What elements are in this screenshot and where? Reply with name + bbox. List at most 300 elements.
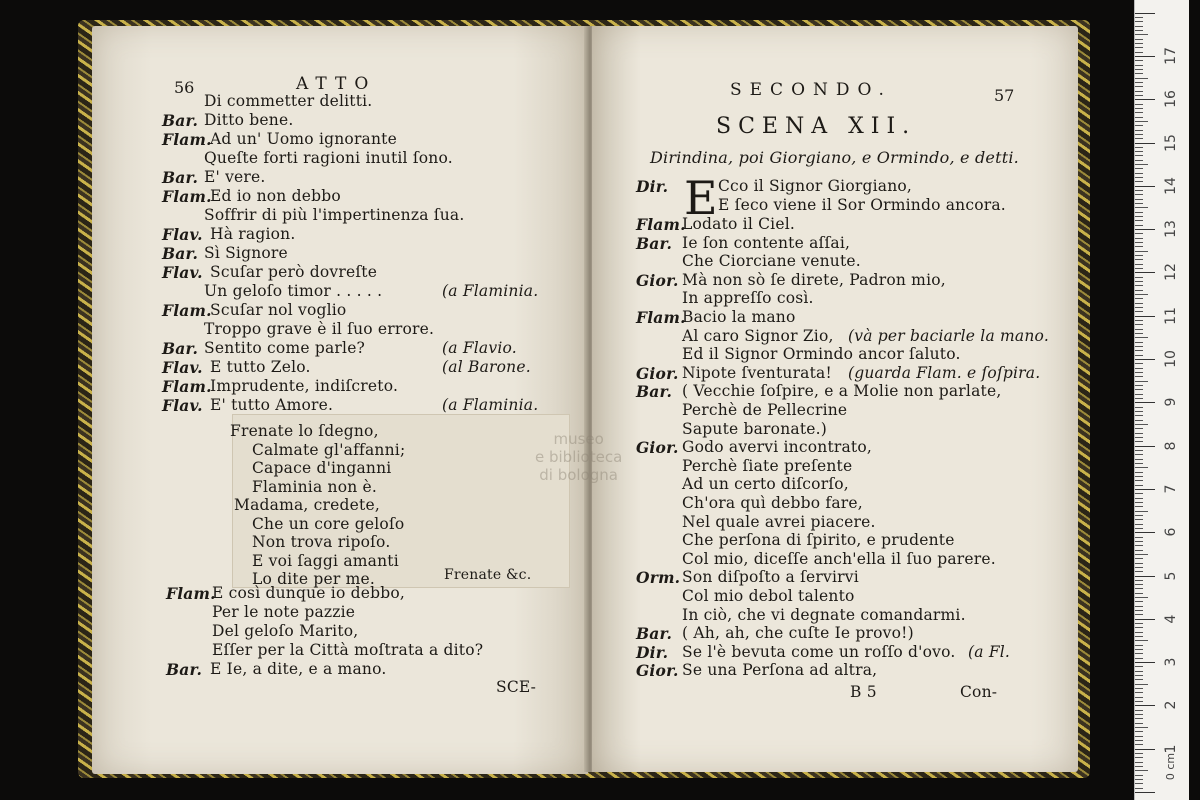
drop-capital: E <box>684 171 718 225</box>
speaker: Gior. <box>636 270 679 290</box>
ruler-tick <box>1135 519 1143 520</box>
ruler-tick <box>1135 394 1143 395</box>
ruler-tick <box>1135 363 1143 364</box>
ruler-tick <box>1135 554 1148 555</box>
ruler-tick <box>1135 285 1143 286</box>
stage-direction: (guarda Flam. e ſoſpira. <box>848 363 1041 382</box>
measuring-ruler <box>1134 0 1189 800</box>
stage-direction: (a Flavio. <box>442 339 517 357</box>
scene-title: SCENA XII. <box>716 114 917 139</box>
ruler-tick <box>1135 593 1143 594</box>
ruler-tick <box>1135 779 1143 780</box>
aria-repeat-tag: Frenate &c. <box>444 567 532 583</box>
ruler-number: 12 <box>1163 263 1179 282</box>
ruler-tick <box>1135 614 1143 615</box>
ruler-tick <box>1135 138 1143 139</box>
line: Troppo grave è il ſuo errore. <box>204 320 435 338</box>
ruler-tick <box>1135 619 1155 620</box>
line: Sapute baronate.) <box>682 419 827 438</box>
ruler-tick <box>1135 459 1143 460</box>
ruler-number: 9 <box>1163 397 1179 407</box>
ruler-tick <box>1135 731 1143 732</box>
aria-line: Frenate lo ſdegno, <box>230 422 379 440</box>
line: Ed il Signor Ormindo ancor ſaluto. <box>682 345 961 364</box>
line: Mà non sò ſe direte, Padron mio, <box>682 270 946 289</box>
ruler-tick <box>1135 653 1143 654</box>
ruler-tick <box>1135 298 1143 299</box>
ruler-tick <box>1135 757 1143 758</box>
ruler-tick <box>1135 506 1143 507</box>
ruler-tick <box>1135 402 1155 403</box>
line: E' tutto Amore. <box>210 396 334 414</box>
ruler-tick <box>1135 550 1143 551</box>
ruler-number: 13 <box>1163 220 1179 239</box>
ruler-tick <box>1135 515 1143 516</box>
ruler-tick <box>1135 597 1148 598</box>
line: Ed io non debbo <box>210 187 341 205</box>
ruler-tick <box>1135 264 1143 265</box>
ruler-tick <box>1135 164 1148 165</box>
speaker: Flam. <box>636 215 686 234</box>
running-header: ATTO <box>296 74 377 94</box>
ruler-tick <box>1135 489 1155 490</box>
line: ( Ah, ah, che cuſte Ie provo!) <box>682 624 914 643</box>
catchword: SCE- <box>496 678 537 696</box>
ruler-number: 8 <box>1163 441 1179 451</box>
ruler-tick <box>1135 168 1143 169</box>
ruler-tick <box>1135 775 1143 776</box>
ruler-tick <box>1135 281 1143 282</box>
ruler-tick <box>1135 125 1143 126</box>
ruler-tick <box>1135 117 1143 118</box>
speaker: Bar. <box>162 339 199 358</box>
ruler-tick <box>1135 528 1143 529</box>
ruler-tick <box>1135 588 1143 589</box>
ruler-tick <box>1135 246 1143 247</box>
speaker: Bar. <box>162 111 199 130</box>
speaker: Bar. <box>636 624 673 644</box>
line: E Ie, a dite, e a mano. <box>210 660 387 678</box>
ruler-tick <box>1135 372 1143 373</box>
line: Per le note pazzie <box>212 603 356 621</box>
ruler-tick <box>1135 121 1148 122</box>
ruler-tick <box>1135 316 1155 317</box>
speaker: Bar. <box>636 233 673 253</box>
ruler-tick <box>1135 467 1148 468</box>
ruler-tick <box>1135 82 1143 83</box>
ruler-tick <box>1135 294 1148 295</box>
aria-line: Calmate gl'affanni; <box>252 440 406 459</box>
line: E ſeco viene il Sor Ormindo ancora. <box>718 196 1006 214</box>
ruler-number: 4 <box>1163 614 1179 624</box>
ruler-tick <box>1135 186 1155 187</box>
speaker: Flam. <box>162 301 212 320</box>
ruler-tick <box>1135 450 1143 451</box>
ruler-tick <box>1135 259 1143 260</box>
ruler-tick <box>1135 636 1143 637</box>
speaker: Flav. <box>162 263 203 282</box>
aria-line: Flaminia non è. <box>252 477 378 496</box>
ruler-tick <box>1135 290 1143 291</box>
ruler-tick <box>1135 437 1143 438</box>
ruler-tick <box>1135 580 1143 581</box>
ruler-tick <box>1135 576 1155 577</box>
stage-direction: Dirindina, poi Giorgiano, e Ormindo, e detti. <box>650 148 1019 167</box>
speaker: Flam. <box>162 187 212 206</box>
ruler-tick <box>1135 207 1148 208</box>
ruler-tick <box>1135 649 1143 650</box>
ruler-tick <box>1135 502 1143 503</box>
ruler-tick <box>1135 424 1148 425</box>
ruler-tick <box>1135 320 1143 321</box>
line: In appreſſo così. <box>682 289 814 308</box>
ruler-tick <box>1135 701 1143 702</box>
ruler-tick <box>1135 52 1143 53</box>
ruler-unit: 0 cm <box>1164 752 1178 781</box>
line: Ad un' Uomo ignorante <box>210 130 397 148</box>
speaker: Flam. <box>636 308 686 327</box>
signature-mark: B 5 <box>850 683 877 701</box>
ruler-tick <box>1135 710 1143 711</box>
ruler-tick <box>1135 601 1143 602</box>
ruler-tick <box>1135 766 1143 767</box>
ruler-tick <box>1135 493 1143 494</box>
ruler-tick <box>1135 740 1143 741</box>
ruler-tick <box>1135 558 1143 559</box>
ruler-tick <box>1135 199 1143 200</box>
speaker: Flav. <box>162 358 203 377</box>
line: Che perſona di ſpirito, e prudente <box>682 531 955 550</box>
line: Col mio debol talento <box>682 587 855 605</box>
watermark-line: museo <box>553 430 604 448</box>
line: Ch'ora quì debbo fare, <box>682 494 863 512</box>
ruler-tick <box>1135 342 1143 343</box>
ruler-tick <box>1135 446 1155 447</box>
ruler-tick <box>1135 350 1143 351</box>
ruler-tick <box>1135 359 1155 360</box>
ruler-tick <box>1135 268 1143 269</box>
ruler-tick <box>1135 389 1143 390</box>
ruler-tick <box>1135 541 1143 542</box>
ruler-tick <box>1135 545 1143 546</box>
line: Ad un certo diſcorſo, <box>682 475 849 494</box>
ruler-tick <box>1135 627 1143 628</box>
ruler-tick <box>1135 78 1148 79</box>
ruler-tick <box>1135 792 1155 793</box>
line: Son diſpoſto a ſervirvi <box>682 568 859 587</box>
line: Godo avervi incontrato, <box>682 438 873 457</box>
ruler-tick <box>1135 108 1143 109</box>
ruler-tick <box>1135 130 1143 131</box>
ruler-tick <box>1135 134 1143 135</box>
aria-line: Madama, credete, <box>234 496 380 514</box>
ruler-tick <box>1135 753 1143 754</box>
ruler-tick <box>1135 723 1143 724</box>
ruler-number: 16 <box>1163 90 1179 109</box>
speaker: Flam. <box>162 130 212 149</box>
line: Cco il Signor Giorgiano, <box>718 177 913 195</box>
running-header: SECONDO. <box>730 80 892 100</box>
ruler-tick <box>1135 783 1143 784</box>
ruler-tick <box>1135 692 1143 693</box>
ruler-tick <box>1135 749 1155 750</box>
ruler-tick <box>1135 606 1143 607</box>
ruler-tick <box>1135 181 1143 182</box>
line: Che Ciorciane venute. <box>682 252 861 271</box>
ruler-tick <box>1135 43 1143 44</box>
ruler-tick <box>1135 688 1143 689</box>
ruler-tick <box>1135 333 1143 334</box>
ruler-tick <box>1135 675 1143 676</box>
stage-direction: (a Fl. <box>968 642 1011 661</box>
ruler-tick <box>1135 524 1143 525</box>
ruler-tick <box>1135 73 1143 74</box>
ruler-tick <box>1135 329 1143 330</box>
ruler-number: 11 <box>1163 306 1179 325</box>
ruler-tick <box>1135 571 1143 572</box>
ruler-tick <box>1135 177 1143 178</box>
ruler-number: 3 <box>1163 657 1179 667</box>
line: Un geloſo timor . . . . . <box>204 282 383 300</box>
ruler-number: 10 <box>1163 350 1179 368</box>
ruler-tick <box>1135 485 1143 486</box>
ruler-number: 1 <box>1163 744 1179 754</box>
library-watermark <box>535 430 622 484</box>
ruler-tick <box>1135 160 1143 161</box>
ruler-tick <box>1135 679 1143 680</box>
line: Se l'è bevuta come un roſſo d'ovo. <box>682 642 956 661</box>
aria-line: Non trova ripoſo. <box>252 533 391 551</box>
line: Di commetter delitti. <box>204 92 373 110</box>
ruler-tick <box>1135 407 1143 408</box>
ruler-tick <box>1135 744 1143 745</box>
ruler-tick <box>1135 216 1143 217</box>
ruler-number: 15 <box>1163 133 1179 152</box>
ruler-tick <box>1135 368 1143 369</box>
ruler-tick <box>1135 463 1143 464</box>
line: Eſſer per la Città moſtrata a dito? <box>212 641 484 659</box>
ruler-tick <box>1135 26 1143 27</box>
ruler-tick <box>1135 433 1143 434</box>
ruler-tick <box>1135 324 1143 325</box>
line: Hà ragion. <box>210 225 296 243</box>
line: Nel quale avrei piacere. <box>682 512 876 531</box>
ruler-tick <box>1135 212 1143 213</box>
ruler-tick <box>1135 272 1155 273</box>
speaker: Bar. <box>162 244 199 263</box>
line: Scuſar nol voglio <box>210 301 347 319</box>
aria-line: Capace d'inganni <box>252 459 392 477</box>
ruler-tick <box>1135 99 1155 100</box>
ruler-tick <box>1135 21 1143 22</box>
stage-direction: (a Flaminia. <box>442 282 539 300</box>
ruler-number: 7 <box>1163 484 1179 494</box>
ruler-tick <box>1135 563 1143 564</box>
ruler-number: 14 <box>1163 176 1179 195</box>
speaker: Bar. <box>166 660 203 679</box>
ruler-tick <box>1135 60 1143 61</box>
ruler-tick <box>1135 666 1143 667</box>
ruler-tick <box>1135 203 1143 204</box>
ruler-tick <box>1135 645 1143 646</box>
ruler-tick <box>1135 143 1155 144</box>
ruler-tick <box>1135 112 1143 113</box>
stage-direction: (a Flaminia. <box>442 396 539 414</box>
ruler-tick <box>1135 151 1143 152</box>
right-page <box>592 26 1078 772</box>
speaker: Flav. <box>162 225 203 244</box>
ruler-tick <box>1135 498 1143 499</box>
ruler-tick <box>1135 13 1155 14</box>
ruler-tick <box>1135 537 1143 538</box>
ruler-tick <box>1135 95 1143 96</box>
ruler-tick <box>1135 662 1155 663</box>
ruler-tick <box>1135 632 1143 633</box>
ruler-tick <box>1135 718 1143 719</box>
ruler-tick <box>1135 623 1143 624</box>
line: Al caro Signor Zio, <box>682 326 834 345</box>
line: Bacio la mano <box>682 308 796 326</box>
ruler-tick <box>1135 714 1143 715</box>
line: Ditto bene. <box>204 111 294 129</box>
ruler-tick <box>1135 251 1148 252</box>
ruler-tick <box>1135 441 1143 442</box>
ruler-tick <box>1135 671 1143 672</box>
ruler-tick <box>1135 770 1148 771</box>
ruler-tick <box>1135 229 1155 230</box>
ruler-tick <box>1135 104 1143 105</box>
line: Nipote ſventurata! <box>682 363 832 382</box>
ruler-tick <box>1135 190 1143 191</box>
page-number: 57 <box>994 86 1015 105</box>
ruler-tick <box>1135 91 1143 92</box>
stage-direction: (al Barone. <box>442 358 531 376</box>
ruler-tick <box>1135 762 1143 763</box>
ruler-tick <box>1135 225 1143 226</box>
ruler-tick <box>1135 233 1143 234</box>
ruler-tick <box>1135 56 1155 57</box>
page-number: 56 <box>174 78 195 97</box>
ruler-tick <box>1135 584 1143 585</box>
ruler-tick <box>1135 30 1143 31</box>
catchword: Con- <box>960 683 998 701</box>
speaker: Bar. <box>636 382 673 402</box>
line: Perchè ſiate preſente <box>682 456 853 475</box>
line: Soffrir di più l'impertinenza ſua. <box>204 206 465 224</box>
ruler-tick <box>1135 238 1143 239</box>
line: Perchè de Pellecrine <box>682 401 848 419</box>
line: Del geloſo Marito, <box>212 622 359 640</box>
stage-direction: (và per baciarle la mano. <box>848 326 1049 345</box>
speaker: Flam. <box>162 377 212 396</box>
ruler-tick <box>1135 454 1143 455</box>
ruler-tick <box>1135 381 1148 382</box>
ruler-tick <box>1135 532 1155 533</box>
line: Se una Perſona ad altra, <box>682 661 878 680</box>
ruler-tick <box>1135 47 1143 48</box>
line: E tutto Zelo. <box>210 358 311 376</box>
line: Col mio, diceſſe anch'ella il ſuo parere. <box>682 549 996 568</box>
left-page <box>92 26 588 774</box>
ruler-tick <box>1135 480 1143 481</box>
line: Queſte forti ragioni inutil ſono. <box>204 149 453 167</box>
line: Sentito come parle? <box>204 339 366 357</box>
speaker: Bar. <box>162 168 199 187</box>
aria-line: E voi ſaggi amanti <box>252 551 399 570</box>
ruler-tick <box>1135 684 1148 685</box>
ruler-number: 17 <box>1163 46 1179 65</box>
ruler-tick <box>1135 65 1143 66</box>
ruler-tick <box>1135 194 1143 195</box>
speaker: Dir. <box>636 642 669 662</box>
line: Ie ſon contente aſſai, <box>682 233 851 252</box>
ruler-tick <box>1135 337 1148 338</box>
ruler-tick <box>1135 658 1143 659</box>
aria-line: Lo dite per me. <box>252 570 375 588</box>
ruler-tick <box>1135 376 1143 377</box>
ruler-tick <box>1135 420 1143 421</box>
ruler-tick <box>1135 640 1148 641</box>
ruler-tick <box>1135 220 1143 221</box>
line: Imprudente, indiſcreto. <box>210 377 399 395</box>
ruler-tick <box>1135 355 1143 356</box>
speaker: Orm. <box>636 568 681 588</box>
aria-line: Che un core geloſo <box>252 514 405 533</box>
ruler-tick <box>1135 428 1143 429</box>
ruler-tick <box>1135 610 1143 611</box>
speaker: Flam. <box>166 584 216 603</box>
ruler-tick <box>1135 415 1143 416</box>
ruler-tick <box>1135 476 1143 477</box>
line: Sì Signore <box>204 244 288 262</box>
ruler-tick <box>1135 303 1143 304</box>
line: E' vere. <box>204 168 266 186</box>
ruler-number: 2 <box>1163 700 1179 710</box>
ruler-tick <box>1135 242 1143 243</box>
ruler-tick <box>1135 17 1143 18</box>
watermark-line: e biblioteca <box>535 448 623 466</box>
ruler-number: 5 <box>1163 571 1179 580</box>
ruler-tick <box>1135 411 1143 412</box>
ruler-tick <box>1135 34 1148 35</box>
ruler-number: 6 <box>1163 527 1179 537</box>
ruler-tick <box>1135 39 1143 40</box>
ruler-tick <box>1135 727 1148 728</box>
ruler-tick <box>1135 346 1143 347</box>
ruler-tick <box>1135 705 1155 706</box>
ruler-tick <box>1135 385 1143 386</box>
ruler-tick <box>1135 147 1143 148</box>
ruler-tick <box>1135 255 1143 256</box>
ruler-tick <box>1135 277 1143 278</box>
speaker: Gior. <box>636 363 679 383</box>
watermark-line: di bologna <box>539 466 618 484</box>
speaker: Dir. <box>636 177 669 196</box>
ruler-tick <box>1135 567 1143 568</box>
line: Lodato il Ciel. <box>682 215 795 233</box>
line: E così dunque io debbo, <box>212 584 405 602</box>
ruler-tick <box>1135 697 1143 698</box>
ruler-tick <box>1135 69 1143 70</box>
ruler-tick <box>1135 788 1143 789</box>
speaker: Gior. <box>636 661 679 681</box>
ruler-tick <box>1135 173 1143 174</box>
speaker: Flav. <box>162 396 203 415</box>
line: ( Vecchie ſoſpire, e a Molie non parlate, <box>682 382 1002 401</box>
line: Scuſar però dovreſte <box>210 263 378 281</box>
ruler-tick <box>1135 472 1143 473</box>
ruler-tick <box>1135 311 1143 312</box>
